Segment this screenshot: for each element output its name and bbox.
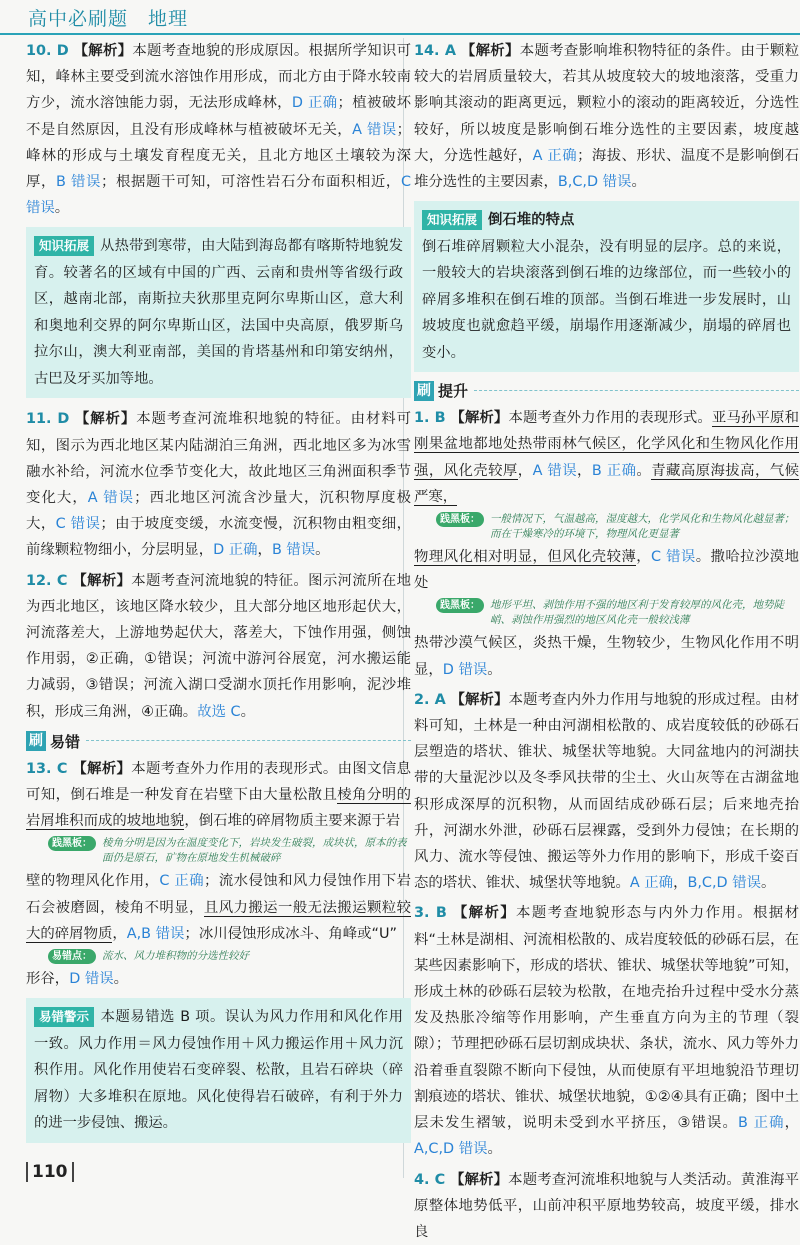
page-header [0, 0, 800, 34]
answer-4: 4. C 【解析】本题考查河流堆积地貌与人类活动。黄淮海平原整体地势低平，山前冲积平原地势较高，坡度平缓，排水良 [414, 1167, 799, 1245]
margin-note-2: 易错点： 流水、风力堆积物的分选性较好 [48, 949, 411, 964]
answer-11: 11. D 【解析】本题考查河流堆积地貌的特征。由材料可知，图示为西北地区某内陆湖泊三角洲，西北地区多为冰雪融水补给，河流水位季节变化大，故此地区三角洲面积季节变化大，A 错误；西北地区河流含沙量大，沉积物厚度极大，C 错误；由于坡度变缓，水流变慢，沉积物由粗变细，前缘颗粒物细小，分层明显，D 正确，B 错误。 [26, 406, 411, 563]
note-icon: 践黑板： [436, 512, 484, 527]
warning-box: 易错警示 本题易错选 B 项。误认为风力作用和风化作用一致。风力作用＝风力侵蚀作用＋风力搬运作用＋风力沉积作用。风化作用使岩石变碎裂、松散，且岩石碎块（碎屑物）大多堆积在原地。风化使得岩石破碎，有利于外力的进一步侵蚀、搬运。 [26, 998, 411, 1143]
answer-13-cont: 壁的物理风化作用，C 正确；流水侵蚀和风力侵蚀作用下岩石会被磨圆，棱角不明显，且风力搬运一般无法搬运颗粒较大的碎屑物质，A,B 错误；冰川侵蚀形成冰斗、角峰或“U” [26, 868, 411, 947]
knowledge-box-1: 知识拓展 从热带到寒带，由大陆到海岛都有喀斯特地貌发育。较著名的区域有中国的广西、云南和贵州等省级行政区，越南北部，南斯拉夫狄那里克阿尔卑斯山区，意大利和奥地利交界的阿尔卑斯山区，法国中央高原，俄罗斯乌拉尔山，澳大利亚南部，美国的肯塔基州和印第安纳州，古巴及牙买加等地。 [26, 227, 411, 398]
answer-10: 10. D 【解析】本题考查地貌的形成原因。根据所学知识可知，峰林主要受到流水溶蚀作用形成，而北方由于降水较南方少，流水溶蚀能力弱，无法形成峰林，D 正确；植被破坏不是自然原因，且没有形成峰林与植被破坏无关，A 错误；峰林的形成与土壤发育程度无关，且北方地区土壤较为深厚，B 错误；根据题干可知，可溶性岩石分布面积相近，C 错误。 [26, 38, 411, 221]
answer-2: 2. A 【解析】本题考查内外力作用与地貌的形成过程。由材料可知，土林是一种由河湖相松散的、成岩度较低的砂砾石层塑造的塔状、锥状、城堡状等地貌。大同盆地内的河湖扶带的大量泥沙以及冬季风扶带的尘土、火山灰等在古湖盆地积形成深厚的沉积物，从而固结成砂砾石层；后来地壳抬升，河湖水外泄，砂砾石层裸露，受到外力侵蚀；在长期的风力、流水等侵蚀、搬运等外力作用的影响下，形成千姿百态的塔状、锥状、城堡状等地貌。A 正确，B,C,D 错误。 [414, 687, 799, 897]
section-tisheng: 刷 提升 [414, 380, 799, 401]
right-column [414, 38, 799, 1245]
page-title: 高中必刷题 地理 [28, 4, 188, 31]
answer-13-end: 形谷，D 错误。 [26, 966, 411, 992]
answer-14: 14. A 【解析】本题考查影响堆积物特征的条件。由于颗粒较大的岩屑质量较大，若其从坡度较大的坡地滚落，受重力影响其滚动的距离更远，颗粒小的滚动的距离较近，分选性较好，所以坡度是影响倒石堆分选性的主要因素，坡度越大，分选性越好，A 正确；海拔、形状、温度不是影响倒石堆分选性的主要因素，B,C,D 错误。 [414, 38, 799, 195]
page-number: 110 [26, 1162, 74, 1182]
box-label: 知识拓展 [422, 210, 482, 230]
answer-3: 3. B 【解析】本题考查地貌形态与内外力作用。根据材料“土林是湖相、河流相松散的、成岩度较低的砂砾石层，在某些因素影响下，形成的塔状、锥状、城堡状等地貌”可知，形成土林的砂砾石层较为松散，在地壳抬升过程中受水分蒸发及热胀冷缩等作用影响，产生垂直方向为主的节理（裂隙）；节理把砂砾石层切割成块状、条状，流水、风力等外力沿着垂直裂隙不断向下侵蚀，从而使原有平坦地貌沿节理切割痕迹的塔状、锥状、城堡状地貌，①②④具有正确；图中土层未发生褶皱，说明未受到水平挤压，③错误。B 正确，A,C,D 错误。 [414, 900, 799, 1162]
knowledge-box-2: 知识拓展 倒石堆的特点 倒石堆碎屑颗粒大小混杂，没有明显的层序。总的来说，一般较大的岩块滚落到倒石堆的边缘部位，而一些较小的碎屑多堆积在倒石堆的顶部。当倒石堆进一步发展时，山坡坡度也就愈趋平缓，崩塌作用逐渐减少，崩塌的碎屑也变小。 [414, 201, 799, 372]
left-column [26, 38, 411, 1151]
margin-note-4: 践黑板： 地形平坦、剥蚀作用不强的地区利于发育较厚的风化壳，地势陡峭、剥蚀作用强烈的地区风化壳一般较浅薄 [436, 598, 799, 628]
box-label: 易错警示 [34, 1007, 94, 1027]
header-rule [0, 33, 800, 35]
margin-note-1: 践黑板： 棱角分明是因为在温度变化下，岩块发生破裂，成块状，原本的表面仍是原石，矿物在原地发生机械破碎 [48, 836, 411, 866]
box-label: 知识拓展 [34, 236, 94, 256]
note-icon: 践黑板： [436, 598, 484, 613]
answer-1-end: 热带沙漠气候区，炎热干燥，生物较少，生物风化作用不明显，D 错误。 [414, 630, 799, 682]
answer-13: 13. C 【解析】本题考查外力作用的表现形式。由图文信息可知，倒石堆是一种发育在岩壁下由大量松散且棱角分明的岩屑堆积而成的坡地地貌，倒石堆的碎屑物质主要来源于岩 [26, 756, 411, 835]
section-yicuo: 刷 易错 [26, 731, 411, 752]
note-icon: 践黑板： [48, 836, 96, 851]
answer-12: 12. C 【解析】本题考查河流地貌的特征。图示河流所在地为西北地区，该地区降水较少，且大部分地区地形起伏大，河流落差大，上游地势起伏大，落差大，下蚀作用强，侧蚀作用弱，②正确，①错误；河流中游河谷展宽，河水搬运能力减弱，③错误；河流入湖口受湖水顶托作用影响，泥沙堆积，形成三角洲，④正确。故选 C。 [26, 568, 411, 725]
margin-note-3: 践黑板： 一般情况下，气温越高，湿度越大，化学风化和生物风化越显著；而在干燥寒冷的环境下，物理风化更显著 [436, 512, 799, 542]
answer-1-cont: 物理风化相对明显，但风化壳较薄，C 错误。撒哈拉沙漠地处 [414, 544, 799, 596]
note-icon: 易错点： [48, 949, 96, 964]
answer-1: 1. B 【解析】本题考查外力作用的表现形式。亚马孙平原和刚果盆地都地处热带雨林气候区，化学风化和生物风化作用强，风化壳较厚，A 错误，B 正确。青藏高原海拔高，气候严寒， [414, 405, 799, 510]
